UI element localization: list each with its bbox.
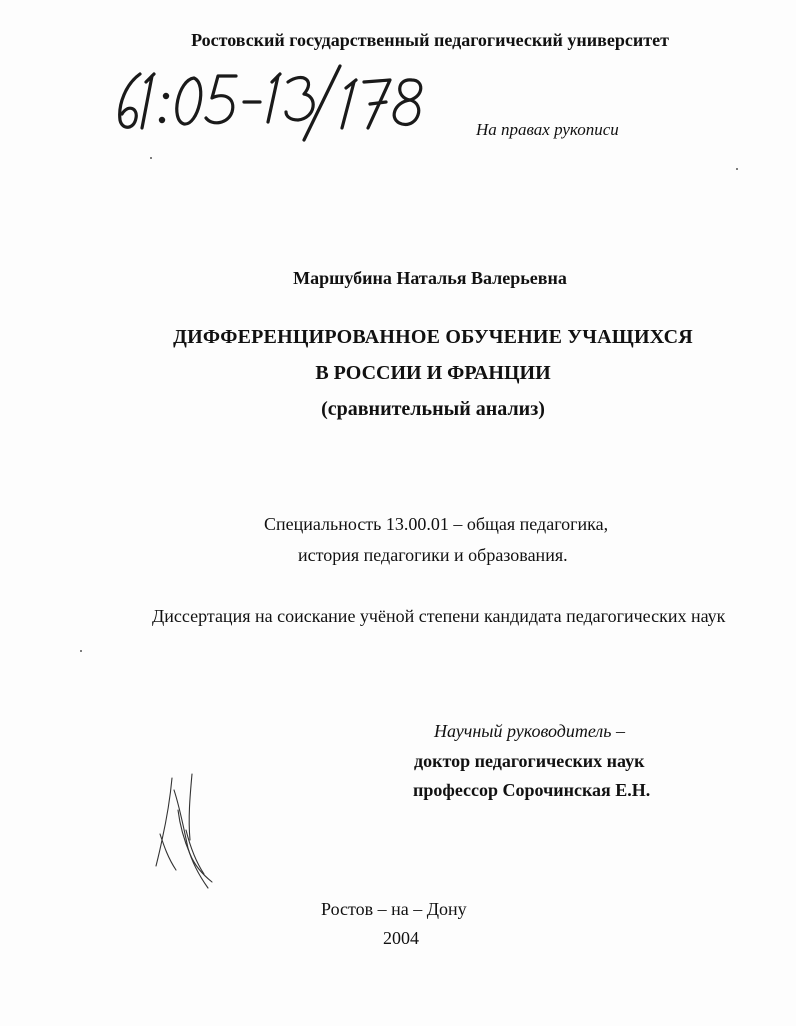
scan-speck xyxy=(80,650,82,652)
scan-speck xyxy=(150,157,152,159)
handwritten-archive-number xyxy=(112,62,432,142)
subtitle: (сравнительный анализ) xyxy=(321,398,545,420)
scan-speck xyxy=(736,168,738,170)
publication-year: 2004 xyxy=(383,928,419,948)
title-line-1: ДИФФЕРЕНЦИРОВАННОЕ ОБУЧЕНИЕ УЧАЩИХСЯ xyxy=(173,326,693,348)
handwritten-signature xyxy=(150,770,225,895)
supervisor-degree: доктор педагогических наук xyxy=(414,751,645,771)
supervisor-label: Научный руководитель – xyxy=(434,721,625,741)
title-line-2: В РОССИИ И ФРАНЦИИ xyxy=(315,362,551,384)
publication-city: Ростов – на – Дону xyxy=(321,899,467,919)
specialty-line-1: Специальность 13.00.01 – общая педагогика, xyxy=(264,514,609,534)
dissertation-statement: Диссертация на соискание учёной степени кандидата педагогических наук xyxy=(152,606,726,626)
university-name: Ростовский государственный педагогический университет xyxy=(191,30,669,50)
specialty-line-2: история педагогики и образования. xyxy=(298,545,568,565)
manuscript-note: На правах рукописи xyxy=(476,120,619,139)
author-name: Маршубина Наталья Валерьевна xyxy=(293,268,567,288)
supervisor-name: профессор Сорочинская Е.Н. xyxy=(413,780,651,800)
